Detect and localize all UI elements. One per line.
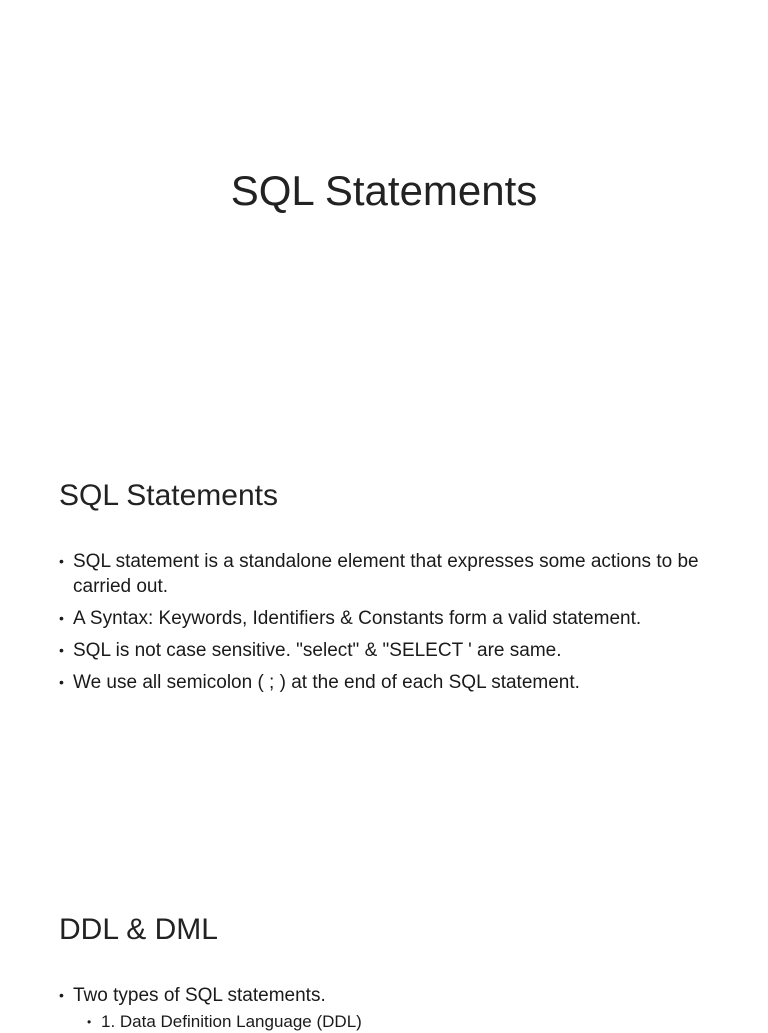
bullet-list [59,983,709,1033]
bullet-item: • We use all semicolon ( ; ) at the end of each SQL statement. [59,670,709,695]
sub-bullet-item: • 1. Data Definition Language (DDL) [87,1011,709,1033]
bullet-item: • SQL statement is a standalone element that expresses some actions to be carried out. [59,549,709,599]
bullet-item: • SQL is not case sensitive. "select" & "SELECT ' are same. [59,638,709,663]
slide-heading: DDL & DML [59,913,218,946]
bullet-item: • A Syntax: Keywords, Identifiers & Constants form a valid statement. [59,606,709,631]
slide-heading: SQL Statements [59,479,278,512]
slide-title: SQL Statements [230,167,538,214]
bullet-item: • Two types of SQL statements. [59,983,709,1008]
